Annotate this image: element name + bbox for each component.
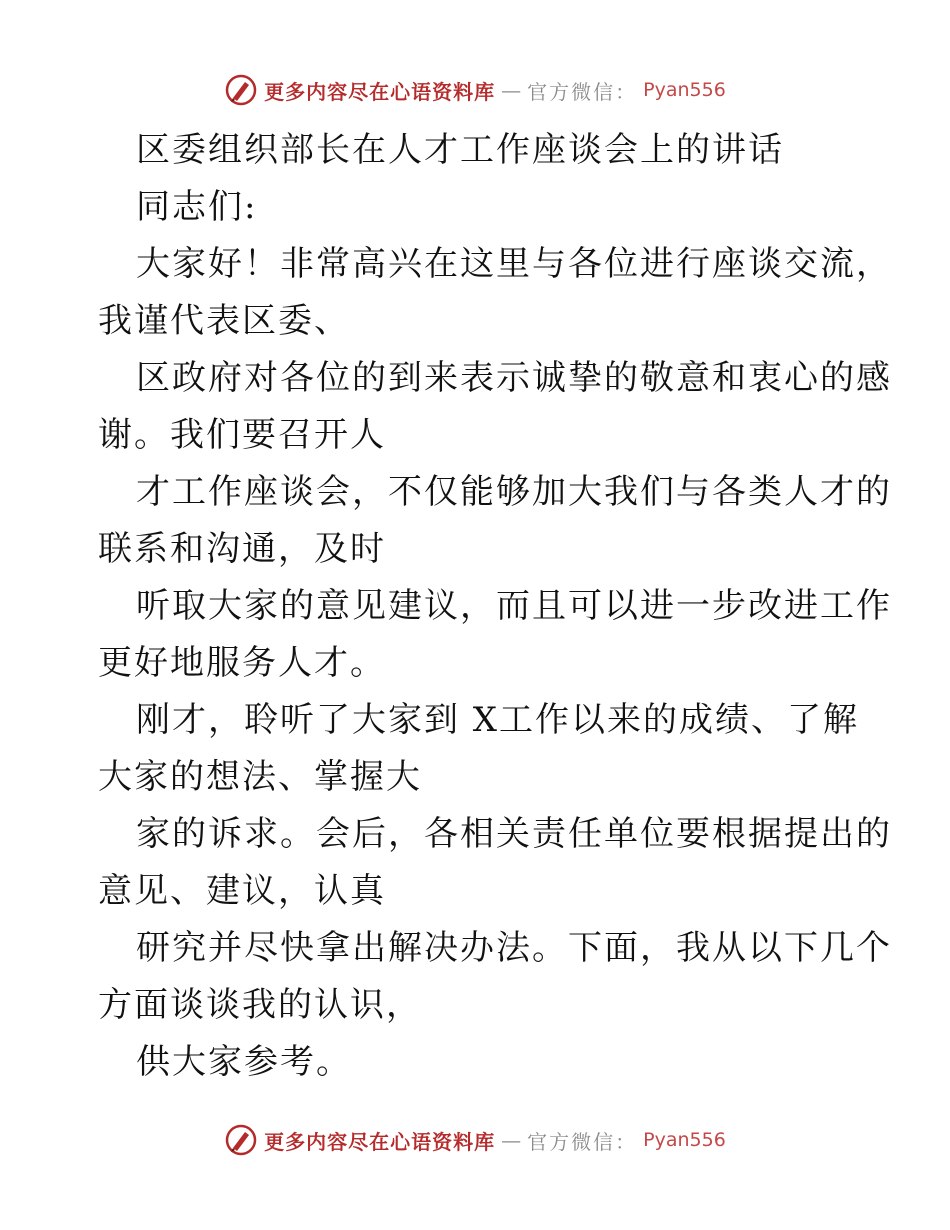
text-line: 家的诉求。会后，各相关责任单位要根据提出的 [136, 814, 892, 854]
text-line: 意见、建议，认真 [98, 871, 386, 911]
banner-wechat-id: Pyan556 [643, 1129, 726, 1151]
document-title: 区委组织部长在人才工作座谈会上的讲话 [136, 130, 784, 170]
banner-separator: — [501, 78, 522, 102]
pen-logo-icon [224, 1123, 258, 1157]
banner-main-text: 更多内容尽在心语资料库 [264, 79, 496, 104]
document-body [98, 122, 892, 1091]
banner-wechat-id: Pyan556 [643, 79, 726, 101]
banner-wechat-label: 官方微信： [527, 1129, 638, 1154]
banner-wechat-label: 官方微信： [527, 79, 638, 104]
text-line: 大家的想法、掌握大 [98, 757, 422, 797]
text-line: 大家好！非常高兴在这里与各位进行座谈交流， [136, 244, 892, 284]
header-banner [0, 70, 950, 110]
text-line: 才工作座谈会，不仅能够加大我们与各类人才的 [136, 472, 892, 512]
text-line: 谢。我们要召开人 [98, 415, 386, 455]
pen-logo-icon [224, 73, 258, 107]
text-line: 供大家参考。 [136, 1042, 352, 1082]
salutation: 同志们: [136, 187, 258, 227]
text-line: 联系和沟通，及时 [98, 529, 386, 569]
text-line: 更好地服务人才。 [98, 643, 386, 683]
banner-main-text: 更多内容尽在心语资料库 [264, 1129, 496, 1154]
banner-separator: — [501, 1128, 522, 1152]
footer-banner [0, 1120, 950, 1160]
text-line: 刚才，聆听了大家到 X工作以来的成绩、了解 [136, 700, 860, 740]
text-line: 我谨代表区委、 [98, 301, 350, 341]
text-line: 区政府对各位的到来表示诚挚的敬意和衷心的感 [136, 358, 892, 398]
text-line: 听取大家的意见建议，而且可以进一步改进工作 [136, 586, 892, 626]
text-line: 研究并尽快拿出解决办法。下面，我从以下几个 [136, 928, 892, 968]
text-line: 方面谈谈我的认识， [98, 985, 422, 1025]
